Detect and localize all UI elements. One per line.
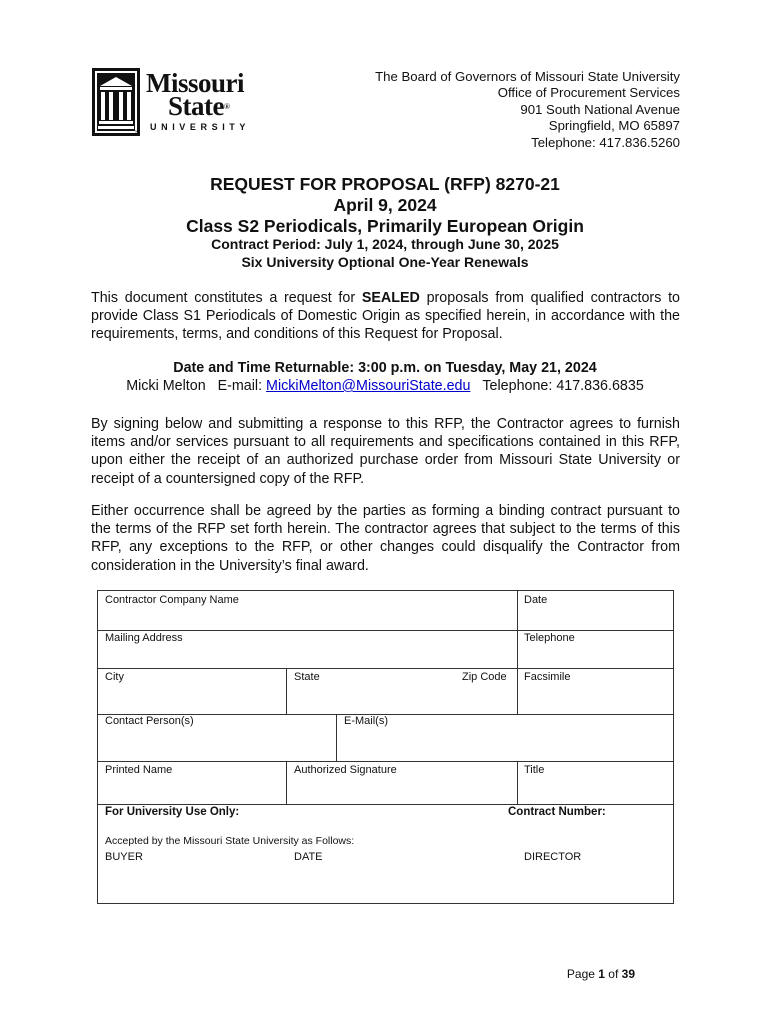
buyer-contact: Micki Melton E-mail: MickiMelton@MissouriState.edu Telephone: 417.836.6835 <box>126 378 644 394</box>
state-field[interactable]: State <box>294 671 320 683</box>
university-use-label: For University Use Only: <box>105 806 240 818</box>
renewals: Six University Optional One-Year Renewals <box>241 254 529 270</box>
date-field[interactable]: Date <box>524 594 548 606</box>
university-seal-icon <box>92 68 140 136</box>
contract-number-label: Contract Number: <box>508 806 606 818</box>
address-line: Office of Procurement Services <box>497 85 680 101</box>
logo-university: UNIVERSITY <box>150 122 251 132</box>
contract-period: Contract Period: July 1, 2024, through June 30, 2025 <box>211 236 559 252</box>
page-number: Page 1 of 39 <box>566 967 635 981</box>
title-field[interactable]: Title <box>524 764 545 776</box>
procurement-address <box>375 69 680 151</box>
form-divider <box>517 591 518 714</box>
signing-paragraph: By signing below and submitting a response to this RFP, the Contractor agrees to furnish items and/or services pursuant to all requirements and specifications contained in this RFP, upon either the receipt of an authorized purchase order from Missouri State University or receipt of a countersigned copy of the RFP. <box>91 416 680 487</box>
form-rule <box>98 804 673 805</box>
zip-code-field[interactable]: Zip Code <box>462 671 507 683</box>
mailing-address-field[interactable]: Mailing Address <box>105 632 183 644</box>
date-approval-field[interactable]: DATE <box>294 851 323 863</box>
logo-trademark: ™ <box>134 130 139 136</box>
buyer-field[interactable]: BUYER <box>105 851 143 863</box>
rfp-subject: Class S2 Periodicals, Primarily European Origin <box>186 216 584 236</box>
form-divider <box>286 761 287 804</box>
signature-field[interactable]: Authorized Signature <box>294 764 397 776</box>
telephone-field[interactable]: Telephone <box>524 632 575 644</box>
buyer-email-link[interactable]: MickiMelton@MissouriState.edu <box>266 378 471 394</box>
address-line: Telephone: 417.836.5260 <box>531 134 680 150</box>
director-field[interactable]: DIRECTOR <box>524 851 582 863</box>
rfp-title: REQUEST FOR PROPOSAL (RFP) 8270-21 <box>210 174 560 194</box>
accepted-label: Accepted by the Missouri State University as Follows: <box>105 835 355 847</box>
logo-state: State® <box>168 91 230 121</box>
contractor-form <box>97 590 674 904</box>
email-field[interactable]: E-Mail(s) <box>344 715 388 727</box>
printed-name-field[interactable]: Printed Name <box>105 764 173 776</box>
binding-paragraph: Either occurrence shall be agreed by the parties as forming a binding contract pursuant to the terms of the RFP set forth herein. The contractor agrees that subject to the terms of this RFP, any exceptions to the RFP, or other changes could disqualify the Contractor from consideration in the University’s final award. <box>91 503 680 574</box>
company-name-field[interactable]: Contractor Company Name <box>105 594 239 606</box>
address-line: Springfield, MO 65897 <box>548 118 680 134</box>
missouri-state-logo <box>92 68 262 138</box>
form-rule <box>98 761 673 762</box>
address-line: The Board of Governors of Missouri State University <box>375 69 680 84</box>
form-rule <box>98 668 673 669</box>
form-divider <box>286 668 287 714</box>
form-divider <box>336 714 337 761</box>
contact-person-field[interactable]: Contact Person(s) <box>105 715 194 727</box>
date-returnable: Date and Time Returnable: 3:00 p.m. on Tuesday, May 21, 2024 <box>173 360 597 376</box>
form-rule <box>98 630 673 631</box>
address-line: 901 South National Avenue <box>520 101 680 117</box>
facsimile-field[interactable]: Facsimile <box>524 671 571 683</box>
intro-paragraph: This document constitutes a request for SEALED proposals from qualified contractors to provide Class S1 Periodicals of Domestic Origin as specified herein, in accordance with the requirements, terms, and conditions of this Request for Proposal. <box>91 290 681 343</box>
rfp-date: April 9, 2024 <box>333 195 437 215</box>
logo-missouri: Missouri <box>146 68 245 98</box>
city-field[interactable]: City <box>105 671 124 683</box>
form-divider <box>517 761 518 804</box>
